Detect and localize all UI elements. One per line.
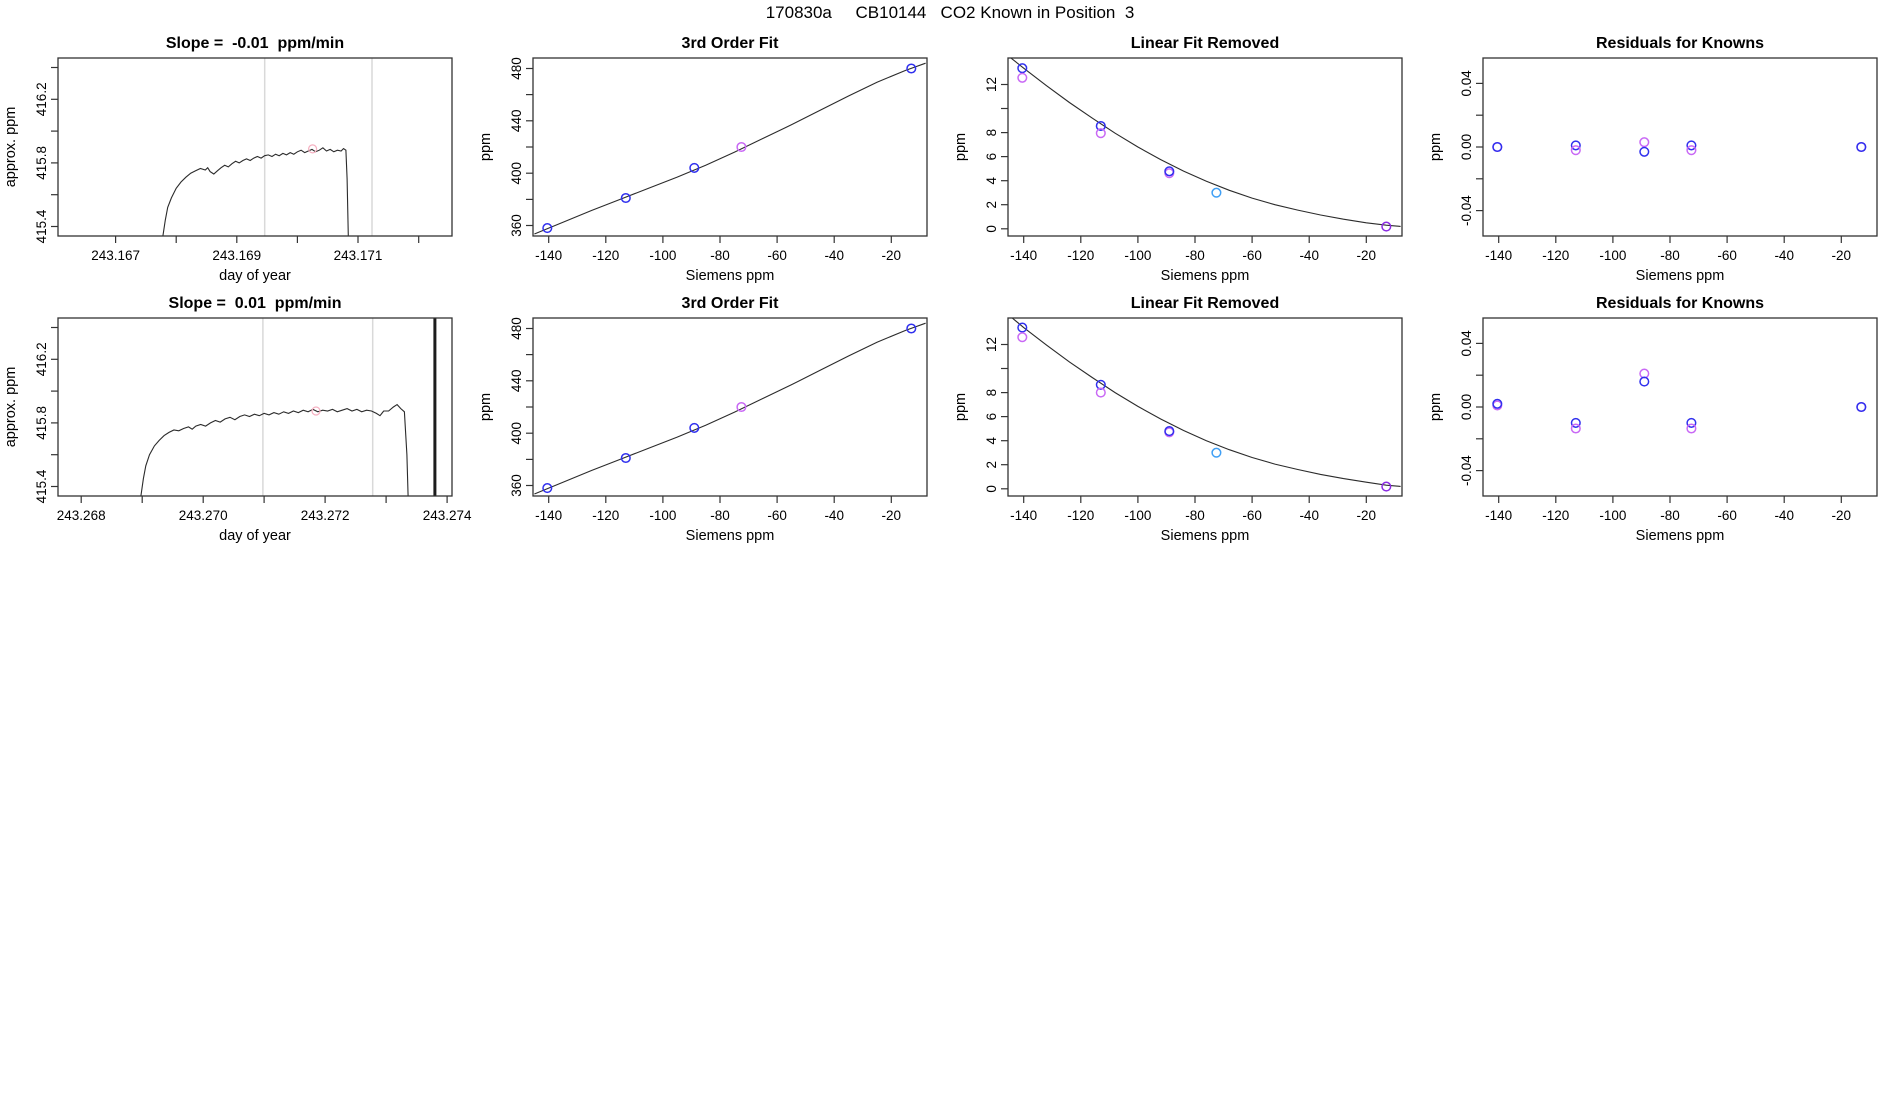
fit-curve: [1009, 57, 1400, 227]
x-axis-label: Siemens ppm: [1635, 268, 1725, 284]
y-tick-label: 0.04: [1459, 330, 1474, 357]
plot-box: [1008, 58, 1402, 236]
x-tick-label: -20: [881, 248, 902, 263]
x-tick-label: -80: [1660, 248, 1680, 263]
x-tick-label: -140: [535, 248, 563, 263]
third-order-fit-top-chart: [475, 28, 950, 288]
y-tick-label: 0: [984, 485, 999, 493]
y-tick-label: 0.04: [1459, 70, 1474, 97]
data-line: [163, 148, 348, 236]
x-tick-label: -120: [1542, 248, 1570, 263]
y-axis-label: ppm: [1428, 392, 1444, 422]
data-point: [690, 424, 699, 433]
data-point: [1212, 188, 1221, 197]
x-tick-label: -140: [1485, 248, 1513, 263]
x-tick-label: -140: [1485, 508, 1513, 523]
y-tick-label: 0.00: [1459, 393, 1474, 421]
plot-box: [533, 58, 927, 236]
x-tick-label: -20: [881, 508, 902, 523]
y-tick-label: 6: [984, 412, 999, 421]
x-tick-label: -40: [1774, 248, 1794, 263]
x-tick-label: -40: [1774, 508, 1794, 523]
fit-curve: [1009, 316, 1400, 487]
plot-box: [533, 318, 927, 496]
panel-title: Residuals for Knowns: [1595, 35, 1765, 52]
x-axis-label: Siemens ppm: [685, 528, 775, 544]
plot-box: [58, 58, 452, 236]
x-tick-label: -140: [1010, 248, 1038, 263]
x-axis-label: Siemens ppm: [1160, 528, 1250, 544]
y-axis-label: ppm: [1428, 132, 1444, 162]
y-tick-label: 2: [984, 460, 999, 469]
residuals-bottom-chart: [1425, 288, 1900, 548]
panel-3rd-order-fit-top: [475, 28, 950, 288]
x-tick-label: -120: [1067, 248, 1095, 263]
x-tick-label: -120: [1542, 508, 1570, 523]
panel-slope-top: [0, 28, 475, 288]
y-tick-label: 415.8: [34, 406, 49, 440]
x-tick-label: -80: [1185, 508, 1205, 523]
data-point: [1857, 403, 1866, 412]
main-title: 170830a CB10144 CO2 Known in Position 3: [765, 3, 1135, 22]
x-tick-label: -100: [1599, 248, 1627, 263]
y-tick-label: 0: [984, 225, 999, 233]
y-tick-label: 415.4: [34, 469, 49, 504]
y-tick-label: 0.00: [1459, 133, 1474, 161]
data-point: [543, 484, 552, 493]
x-tick-label: -40: [1299, 248, 1319, 263]
x-axis-label: day of year: [219, 528, 291, 544]
x-axis-label: Siemens ppm: [685, 268, 775, 284]
y-tick-label: 4: [984, 436, 999, 445]
slope-top-chart: [0, 28, 475, 288]
panel-3rd-order-fit-bottom: [475, 288, 950, 548]
x-tick-label: -80: [1185, 248, 1205, 263]
panel-title: Residuals for Knowns: [1595, 295, 1765, 312]
panel-title: Slope = -0.01 ppm/min: [165, 35, 345, 52]
x-tick-label: -40: [1299, 508, 1319, 523]
y-tick-label: 12: [984, 336, 999, 353]
data-point: [1640, 138, 1649, 147]
y-axis-label: approx. ppm: [3, 366, 19, 448]
x-tick-label: -120: [592, 508, 620, 523]
y-tick-label: 6: [984, 152, 999, 161]
data-point: [1857, 143, 1866, 152]
x-tick-label: -80: [710, 508, 730, 523]
x-tick-label: -40: [824, 248, 844, 263]
x-tick-label: -20: [1831, 248, 1852, 263]
data-point: [1687, 424, 1696, 433]
fit-curve: [534, 63, 925, 234]
y-tick-label: 416.2: [34, 342, 49, 377]
x-tick-label: -60: [1717, 248, 1737, 263]
panel-title: 3rd Order Fit: [681, 35, 779, 52]
x-tick-label: -100: [1599, 508, 1627, 523]
x-tick-label: -100: [1124, 248, 1152, 263]
x-tick-label: 243.167: [91, 248, 141, 263]
x-tick-label: -20: [1356, 248, 1377, 263]
x-axis-label: day of year: [219, 268, 291, 284]
y-tick-label: 440: [509, 109, 524, 133]
y-tick-label: 400: [509, 421, 524, 445]
slope-bottom-chart: [0, 288, 475, 548]
data-point: [1212, 448, 1221, 457]
x-tick-label: -100: [649, 508, 677, 523]
x-tick-label: -60: [767, 508, 787, 523]
data-point: [1493, 143, 1502, 152]
data-point: [1640, 148, 1649, 157]
data-point: [543, 224, 552, 233]
x-tick-label: 243.171: [333, 248, 383, 263]
panel-title: Slope = 0.01 ppm/min: [168, 295, 342, 312]
fit-curve: [534, 323, 925, 494]
x-axis-label: Siemens ppm: [1635, 528, 1725, 544]
panel-title: Linear Fit Removed: [1130, 295, 1280, 312]
data-point: [1018, 323, 1027, 332]
y-tick-label: -0.04: [1459, 195, 1474, 226]
residuals-top-chart: [1425, 28, 1900, 288]
x-tick-label: -100: [649, 248, 677, 263]
y-tick-label: 415.4: [34, 209, 49, 244]
x-tick-label: 243.274: [422, 508, 472, 523]
x-tick-label: 243.268: [56, 508, 106, 523]
y-axis-label: ppm: [478, 392, 494, 422]
data-point: [690, 164, 699, 173]
panel-residuals-bottom: [1425, 288, 1900, 548]
panel-title: 3rd Order Fit: [681, 295, 779, 312]
x-tick-label: -60: [767, 248, 787, 263]
marker-point: [309, 145, 317, 153]
linear-fit-removed-bottom-chart: [950, 288, 1425, 548]
linear-fit-removed-top-chart: [950, 28, 1425, 288]
y-tick-label: 12: [984, 76, 999, 93]
panel-title: Linear Fit Removed: [1130, 35, 1280, 52]
plot-box: [1483, 58, 1877, 236]
y-tick-label: -0.04: [1459, 455, 1474, 486]
panel-residuals-top: [1425, 28, 1900, 288]
x-tick-label: -20: [1831, 508, 1852, 523]
data-point: [1018, 74, 1027, 83]
y-tick-label: 2: [984, 200, 999, 209]
y-tick-label: 8: [984, 388, 999, 397]
y-tick-label: 360: [509, 214, 524, 237]
x-tick-label: 243.270: [178, 508, 228, 523]
y-tick-label: 440: [509, 369, 524, 393]
x-tick-label: -20: [1356, 508, 1377, 523]
y-axis-label: ppm: [953, 132, 969, 162]
x-axis-label: Siemens ppm: [1160, 268, 1250, 284]
x-tick-label: -140: [535, 508, 563, 523]
panel-linear-fit-removed-bottom: [950, 288, 1425, 548]
data-point: [1018, 333, 1027, 342]
x-tick-label: -120: [592, 248, 620, 263]
x-tick-label: -60: [1242, 248, 1262, 263]
data-point: [1382, 482, 1391, 491]
data-line: [141, 405, 408, 496]
x-tick-label: -80: [1660, 508, 1680, 523]
data-point: [1572, 424, 1581, 433]
y-tick-label: 480: [509, 57, 524, 80]
x-tick-label: -60: [1717, 508, 1737, 523]
y-tick-label: 416.2: [34, 82, 49, 117]
panel-linear-fit-removed-top: [950, 28, 1425, 288]
y-tick-label: 360: [509, 474, 524, 497]
y-tick-label: 400: [509, 161, 524, 185]
x-tick-label: -140: [1010, 508, 1038, 523]
x-tick-label: -80: [710, 248, 730, 263]
y-axis-label: ppm: [953, 392, 969, 422]
plot-box: [1008, 318, 1402, 496]
y-tick-label: 415.8: [34, 146, 49, 180]
y-tick-label: 480: [509, 317, 524, 340]
x-tick-label: -60: [1242, 508, 1262, 523]
y-axis-label: approx. ppm: [3, 106, 19, 188]
data-point: [1382, 222, 1391, 231]
x-tick-label: -120: [1067, 508, 1095, 523]
x-tick-label: -100: [1124, 508, 1152, 523]
panel-slope-bottom: [0, 288, 475, 548]
y-tick-label: 8: [984, 128, 999, 137]
data-point: [1018, 64, 1027, 73]
plot-box: [1483, 318, 1877, 496]
third-order-fit-bottom-chart: [475, 288, 950, 548]
y-tick-label: 4: [984, 176, 999, 185]
x-tick-label: 243.272: [300, 508, 350, 523]
x-tick-label: 243.169: [212, 248, 262, 263]
x-tick-label: -40: [824, 508, 844, 523]
y-axis-label: ppm: [478, 132, 494, 162]
